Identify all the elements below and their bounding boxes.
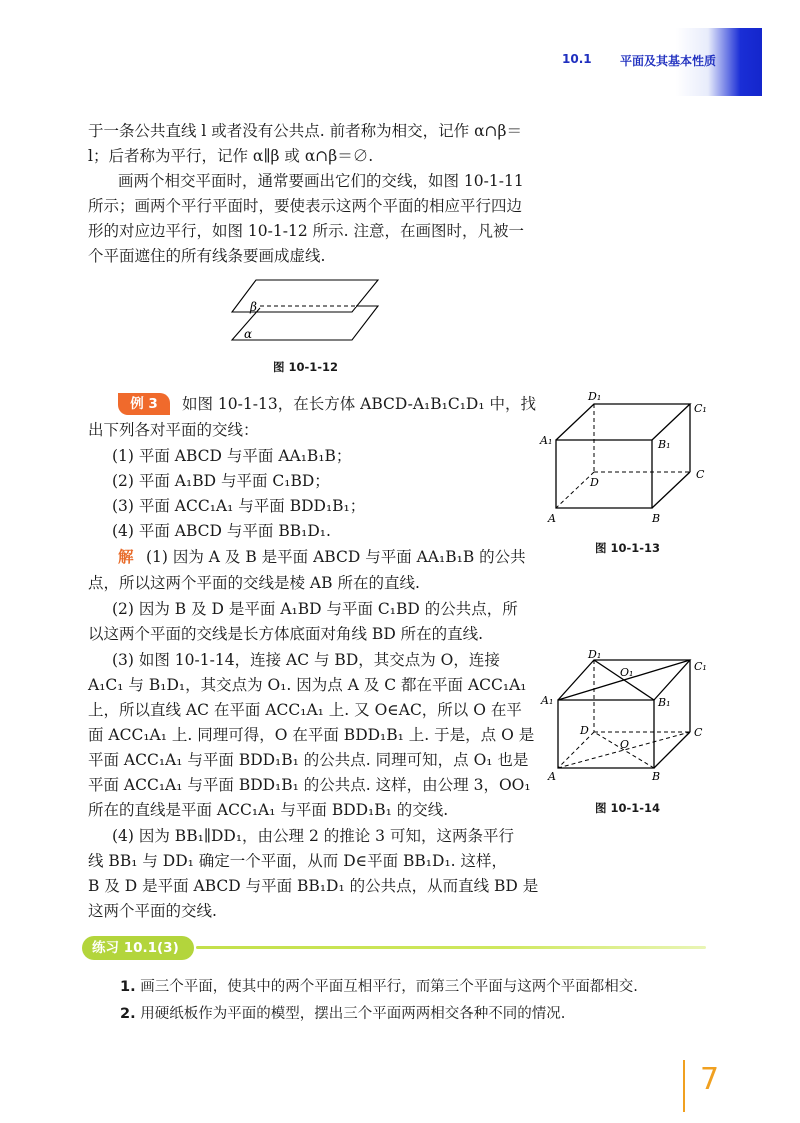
front-face (558, 700, 654, 768)
section-number: 10.1 (562, 52, 592, 66)
paragraph-line: 所示；画两个平行平面时，要使表示这两个平面的相应平行四边 (88, 197, 523, 215)
example-badge: 例 3 (118, 393, 170, 415)
solution-line: 平面 ACC₁A₁ 与平面 BDD₁B₁ 的公共点. 这样，由公理 3，OO₁ (88, 776, 531, 794)
vertex-label-A: A (548, 770, 556, 783)
solution-line: 所在的直线是平面 ACC₁A₁ 与平面 BDD₁B₁ 的交线. (88, 801, 449, 819)
vertex-label-B: B (652, 512, 661, 525)
vertex-label-D1: D₁ (588, 390, 602, 403)
solution-line: (4) 因为 BB₁∥DD₁，由公理 2 的推论 3 可知，这两条平行 (112, 827, 514, 845)
vertex-label-A: A (548, 512, 556, 525)
solution-line: (2) 因为 B 及 D 是平面 A₁BD 与平面 C₁BD 的公共点，所 (112, 600, 518, 618)
vertex-label-A1: A₁ (540, 434, 553, 447)
solution-line: 这两个平面的交线. (88, 902, 217, 920)
paragraph-line: 画两个相交平面时，通常要画出它们的交线，如图 10-1-11 (118, 172, 524, 190)
solution-line: 线 BB₁ 与 DD₁ 确定一个平面，从而 D∈平面 BB₁D₁. 这样， (88, 852, 508, 870)
paragraph-line: 个平面遮住的所有线条要画成虚线. (88, 247, 326, 265)
edge-cb (654, 732, 690, 768)
vertex-label-B: B (652, 770, 661, 783)
page-number-rule (683, 1060, 685, 1112)
figure-caption: 图 10-1-13 (595, 541, 661, 555)
label-beta: β (250, 300, 257, 314)
example-item: (3) 平面 ACC₁A₁ 与平面 BDD₁B₁； (112, 497, 366, 515)
exercise-item (120, 976, 638, 998)
figure-caption: 图 10-1-12 (273, 360, 339, 374)
solution-line: 平面 ACC₁A₁ 与平面 BDD₁B₁ 的公共点. 同理可知，点 O₁ 也是 (88, 751, 529, 769)
vertex-label-O1: O₁ (620, 666, 634, 679)
vertex-label-D: D (580, 724, 589, 737)
label-alpha: α (244, 327, 253, 341)
vertex-label-C1: C₁ (694, 402, 707, 415)
exercise-item (120, 1003, 565, 1025)
vertex-label-C: C (694, 726, 703, 739)
solution-line: 以这两个平面的交线是长方体底面对角线 BD 所在的直线. (88, 625, 484, 643)
front-face (556, 440, 652, 508)
solution-line: A₁C₁ 与 B₁D₁，其交点为 O₁. 因为点 A 及 C 都在平面 ACC₁A₁ (88, 676, 527, 694)
vertex-label-C: C (696, 468, 705, 481)
example-intro-line: 出下列各对平面的交线： (88, 421, 259, 439)
solution-line: 点，所以这两个平面的交线是棱 AB 所在的直线. (88, 574, 420, 592)
example-item: (2) 平面 A₁BD 与平面 C₁BD； (112, 472, 330, 490)
figure-caption: 图 10-1-14 (595, 801, 661, 815)
vertex-label-A1: A₁ (541, 694, 554, 707)
example-item: (4) 平面 ABCD 与平面 BB₁D₁. (112, 522, 331, 540)
solution-line: 上，所以直线 AC 在平面 ACC₁A₁ 上. 又 O∈AC，所以 O 在平 (88, 701, 522, 719)
vertex-label-D1: D₁ (588, 648, 602, 661)
exercise-text: 画三个平面，使其中的两个平面互相平行，而第三个平面与这两个平面都相交. (140, 979, 638, 995)
solution-line: B 及 D 是平面 ABCD 与平面 BB₁D₁ 的公共点，从而直线 BD 是 (88, 877, 539, 895)
paragraph-line: 于一条公共直线 l 或者没有公共点. 前者称为相交，记作 α∩β＝ (88, 122, 523, 140)
solution-line: (1) 因为 A 及 B 是平面 ABCD 与平面 AA₁B₁B 的公共 (146, 548, 526, 566)
solution-line: 面 ACC₁A₁ 上. 同理可得，O 在平面 BDD₁B₁ 上. 于是，点 O 是 (88, 726, 535, 744)
exercise-number: 1. (120, 979, 136, 995)
paragraph-line: l；后者称为平行，记作 α∥β 或 α∩β＝∅. (88, 147, 374, 165)
vertex-label-B1: B₁ (658, 696, 671, 709)
top-back-edges (556, 404, 690, 440)
example-item: (1) 平面 ABCD 与平面 AA₁B₁B； (112, 447, 352, 465)
example-intro-line: 如图 10-1-13，在长方体 ABCD-A₁B₁C₁D₁ 中，找 (182, 395, 536, 413)
figure-10-1-14 (538, 648, 718, 788)
paragraph-line: 形的对应边平行，如图 10-1-12 所示. 注意，在画图时，凡被一 (88, 222, 524, 240)
vertex-label-C1: C₁ (694, 660, 707, 673)
solution-label: 解 (118, 547, 134, 566)
edge-cb (652, 472, 690, 508)
exercise-text: 用硬纸板作为平面的模型，摆出三个平面两两相交各种不同的情况. (140, 1006, 566, 1022)
vertex-label-O: O (620, 738, 630, 751)
exercise-number: 2. (120, 1006, 136, 1022)
figure-10-1-12 (230, 278, 380, 350)
vertex-label-D: D (590, 476, 599, 489)
solution-line: (3) 如图 10-1-14，连接 AC 与 BD，其交点为 O，连接 (112, 651, 500, 669)
page-number: 7 (700, 1062, 720, 1097)
exercise-badge: 练习 10.1(3) (82, 936, 194, 960)
section-title: 平面及其基本性质 (620, 54, 717, 68)
vertex-label-B1: B₁ (658, 438, 671, 451)
hidden-edge-da (558, 732, 594, 768)
exercise-rule (196, 946, 706, 949)
hidden-edge-da (556, 472, 594, 508)
figure-10-1-13 (538, 388, 718, 528)
